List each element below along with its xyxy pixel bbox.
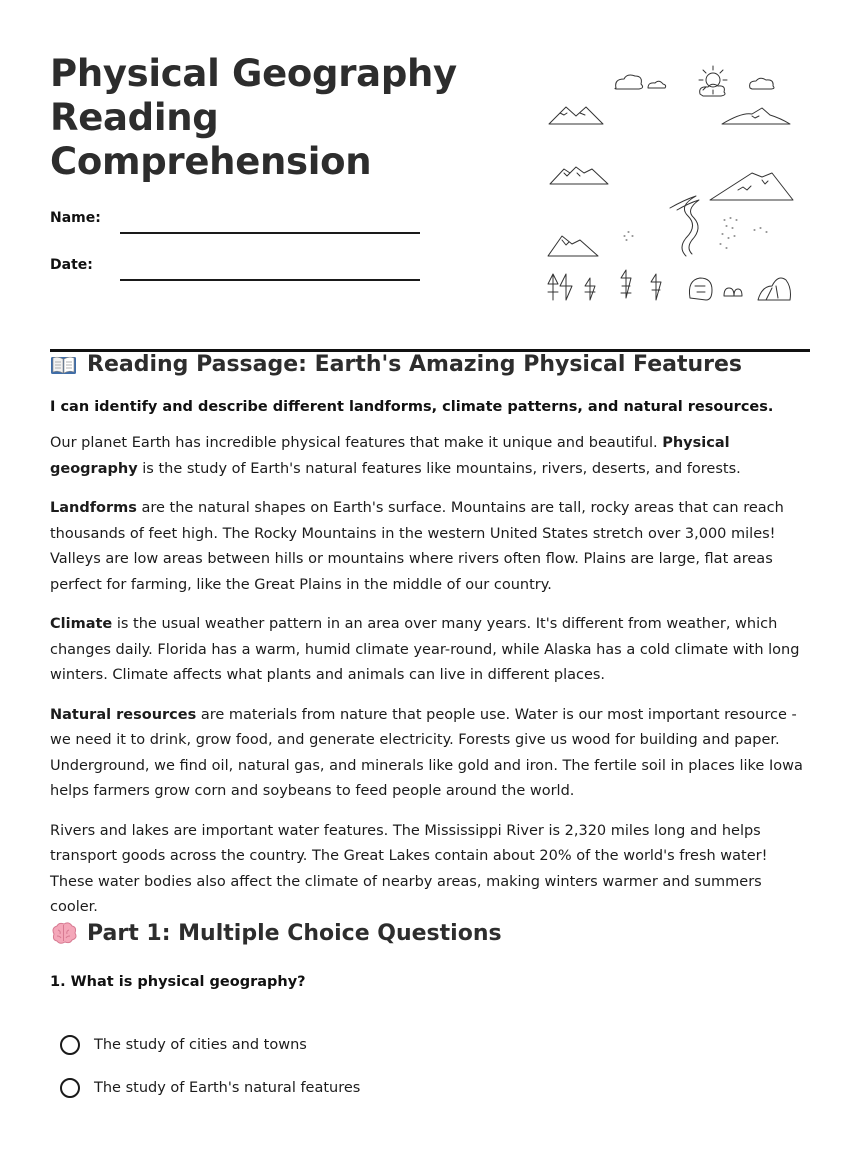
- question-1-options: [50, 1034, 810, 1099]
- title-line: Reading: [50, 96, 219, 139]
- paragraph-text: is the usual weather pattern in an area over many years. It's different from weather, which changes daily. Florida has a warm, humid climate year-round, while Alaska has a cold climate with long winters. Climate affects what plants and animals can live in different places.: [50, 616, 800, 683]
- answer-option-text: The study of Earth's natural features: [94, 1079, 361, 1096]
- key-term: Landforms: [50, 500, 137, 516]
- passage-heading: [50, 352, 810, 377]
- paragraph-text: Our planet Earth has incredible physical features that make it unique and beautiful.: [50, 435, 663, 451]
- title-line: Comprehension: [50, 140, 372, 183]
- date-label: Date:: [50, 257, 93, 273]
- learning-objective: I can identify and describe different landforms, climate patterns, and natural resources.: [50, 399, 774, 415]
- radio-button[interactable]: [60, 1078, 80, 1098]
- passage-paragraph: [50, 431, 810, 482]
- key-term: Natural resources: [50, 706, 197, 723]
- passage-heading-text: Reading Passage: Earth's Amazing Physical Features: [87, 352, 743, 377]
- paragraph-text: Rivers and lakes are important water features. The Mississippi River is 2,320 miles long and helps transport goods across the country. The Great Lakes contain about 20% of the world's fresh water! These water bodies also affect the climate of nearby areas, making winters warmer and summers cooler.: [50, 822, 768, 915]
- passage-paragraph: [50, 496, 810, 598]
- passage-paragraph: [50, 819, 810, 921]
- quiz-heading: [50, 921, 810, 946]
- paragraph-text: are the natural shapes on Earth's surface. Mountains are tall, rocky areas that can reach thousands of feet high. The Rocky Mountains in the western United States stretch over 3,000 miles! Valleys are low areas between hills or mountains where rivers often flow. Plains are large, flat areas perfect for farming, like the Great Plains in the middle of our country.: [50, 500, 784, 593]
- quiz-heading-text: Part 1: Multiple Choice Questions: [87, 920, 502, 946]
- question-1: 1. What is physical geography?: [50, 973, 306, 990]
- answer-option-text: The study of cities and towns: [94, 1036, 307, 1053]
- landscape-sketch-icon: [540, 60, 800, 315]
- worksheet-page: [50, 0, 810, 1120]
- answer-option[interactable]: [60, 1077, 810, 1099]
- name-label: Name:: [50, 210, 101, 226]
- passage-body: [50, 431, 810, 921]
- paragraph-text: is the study of Earth's natural features like mountains, rivers, deserts, and forests.: [137, 460, 741, 477]
- name-write-line[interactable]: [120, 232, 420, 234]
- page-title: [50, 52, 470, 184]
- worksheet-header: [50, 0, 810, 352]
- key-term: Physical geography: [50, 435, 730, 477]
- passage-paragraph: [50, 703, 810, 805]
- date-field[interactable]: [50, 255, 420, 281]
- paragraph-text: are materials from nature that people use. Water is our most important resource - we need it to drink, grow food, and generate electricity. Forests give us wood for building and paper. Underground, we find oil, natural gas, and minerals like gold and iron. The fertile soil in places like Iowa helps farmers grow corn and soybeans to feed people around the world.: [50, 706, 803, 799]
- title-line: Physical Geography: [50, 52, 457, 95]
- brain-icon: [50, 922, 77, 944]
- key-term: Climate: [50, 616, 113, 632]
- name-field[interactable]: [50, 208, 420, 234]
- header-divider: [50, 349, 810, 352]
- answer-option[interactable]: [60, 1034, 810, 1056]
- passage-paragraph: [50, 612, 810, 689]
- open-book-icon: [50, 354, 77, 376]
- radio-button[interactable]: [60, 1035, 80, 1055]
- date-write-line[interactable]: [120, 279, 420, 281]
